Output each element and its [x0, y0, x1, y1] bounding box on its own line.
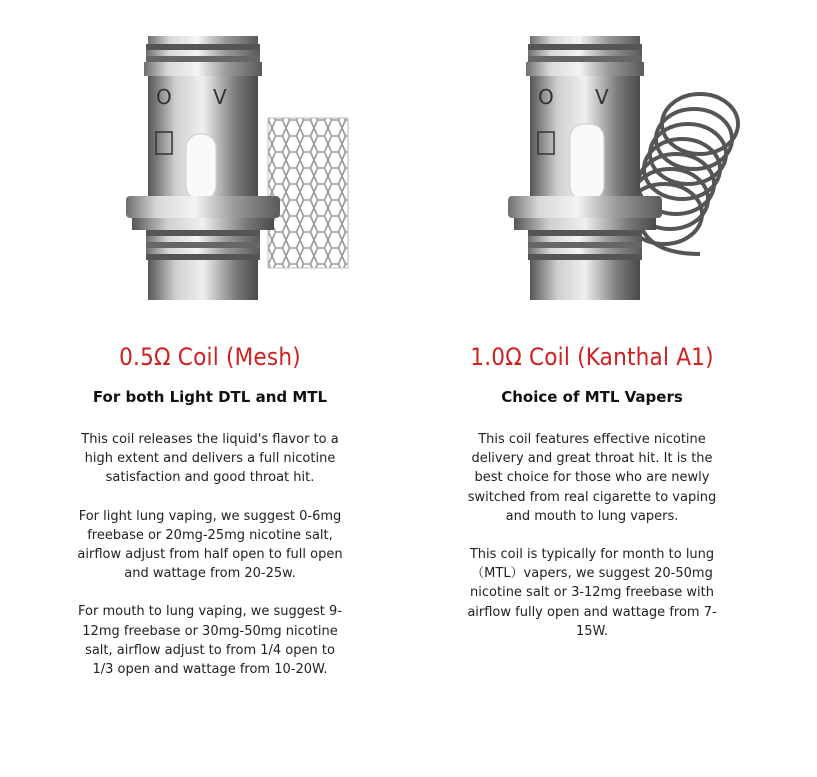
description-paragraph: This coil features effective nicotine delivery and great throat hit. It is the best choice for those who are newly switched from real cigarette to vaping and mouth to lung vapers.	[467, 432, 717, 524]
mesh-coil-icon	[118, 24, 408, 324]
coil-title: 0.5Ω Coil (Mesh)	[119, 343, 301, 371]
coil-card-kanthal	[442, 0, 742, 777]
description-paragraph: For mouth to lung vaping, we suggest 9-12mg freebase or 30mg-50mg nicotine salt, airflow adjust to from 1/4 open to 1/3 open and wattage from 10-20W.	[78, 604, 342, 678]
description-paragraph: This coil is typically for month to lung（MTL）vapers, we suggest 20-50mg nicotine salt or 3-12mg freebase with airflow fully open and wattage from 7-15W.	[467, 547, 717, 639]
kanthal-coil-icon	[500, 24, 800, 324]
svg-text:O: O	[156, 85, 172, 109]
svg-text:V: V	[595, 85, 609, 109]
coil-subtitle: For both Light DTL and MTL	[92, 388, 328, 406]
description-paragraph: This coil releases the liquid's flavor to a high extent and delivers a full nicotine satisfaction and good throat hit.	[81, 432, 339, 486]
svg-text:O: O	[538, 85, 554, 109]
coil-subtitle: Choice of MTL Vapers	[501, 388, 683, 406]
coil-title: 1.0Ω Coil (Kanthal A1)	[470, 343, 714, 371]
svg-text:V: V	[213, 85, 227, 109]
coil-description	[456, 430, 728, 660]
description-paragraph: For light lung vaping, we suggest 0-6mg freebase or 20mg-25mg nicotine salt, airflow adjust from half open to full open and wattage from 20-25w.	[77, 508, 343, 582]
coil-card-mesh	[60, 0, 360, 777]
coil-description	[74, 430, 346, 698]
